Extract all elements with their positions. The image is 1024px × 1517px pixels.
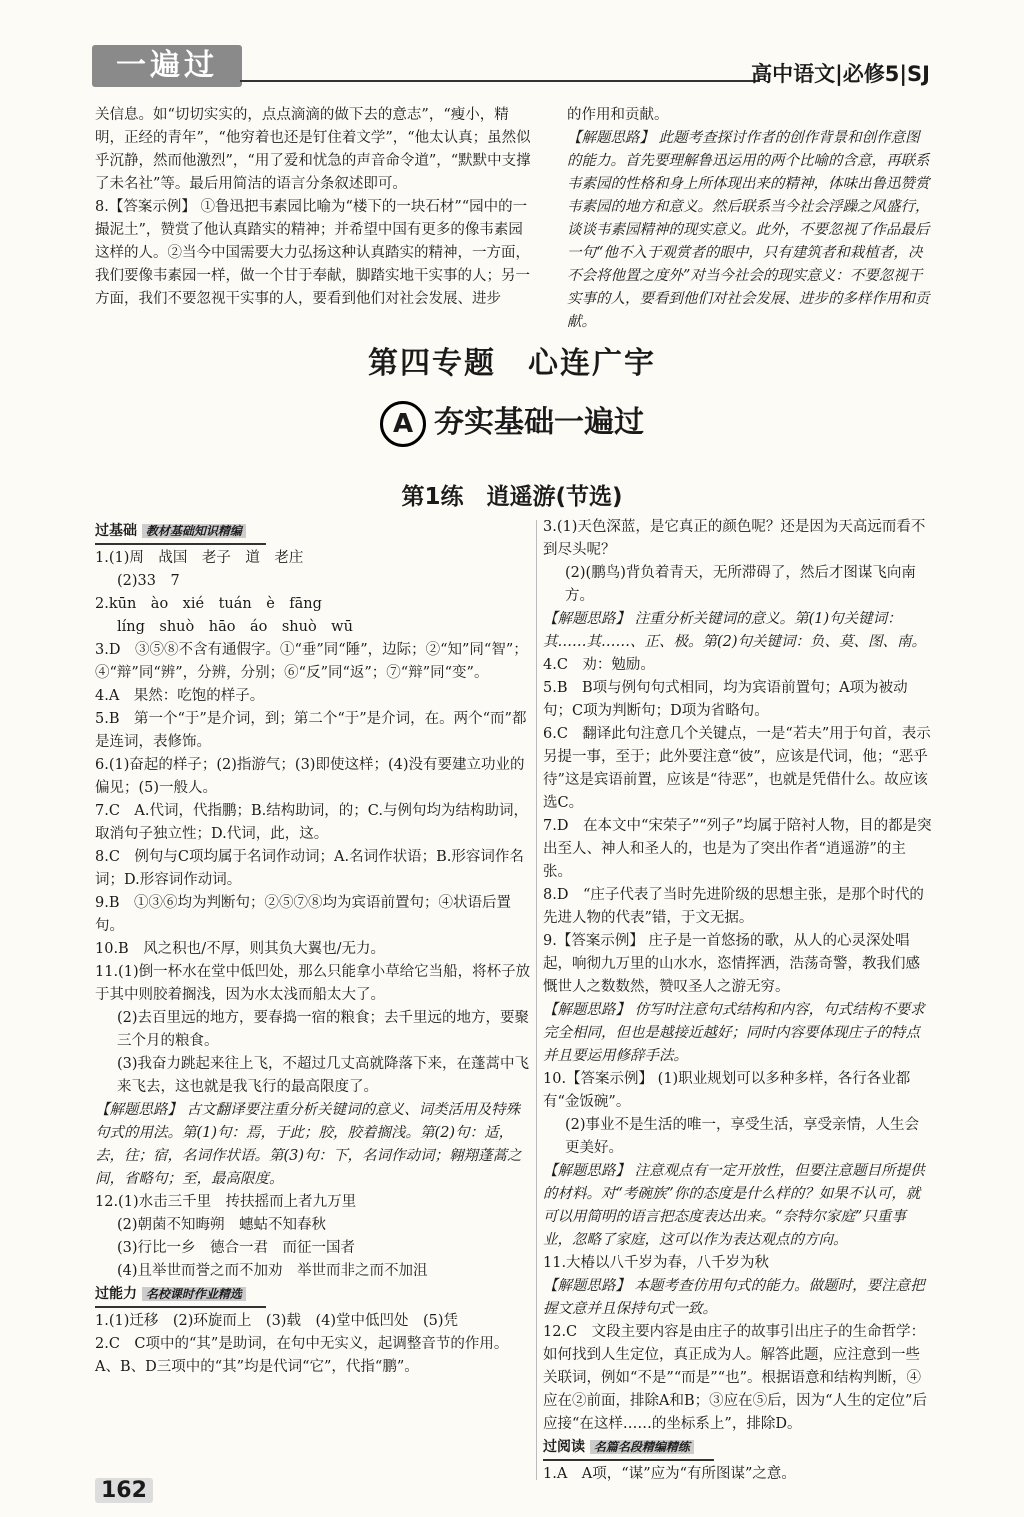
answer: (3)行比一乡 德合一君 而征一国者 <box>117 1240 356 1256</box>
subsection-basics: 过基础 教材基础知识精编 <box>95 520 266 545</box>
series-logo: 一遍过 <box>92 45 242 87</box>
answer: 1.A A项，“谋”应为“有所图谋”之意。 <box>543 1466 796 1482</box>
paragraph: 8.【答案示例】 ①鲁迅把韦素园比喻为“楼下的一块石材”“园中的一撮泥土”，赞赏了他认真踏实的精神；并希望中国有更多的像韦素园这样的人。②当今中国需要大力弘扬这种认真踏实的精神，一方面，我们要像韦素园一样，做一个甘于奉献，脚踏实地干实事的人；另一方面，我们不要忽视干实事的人，要看到他们对社会发展、进步 <box>95 199 530 307</box>
answer: 9.【答案示例】 庄子是一首悠扬的歌，从人的心灵深处唱起，响彻九万里的山水水，恣情挥洒，浩荡奇警，教我们感慨世人之数数然，赞叹圣人之游无穷。 <box>543 933 920 995</box>
top-left-column <box>95 104 535 311</box>
paragraph: 关信息。如“切切实实的，点点滴滴的做下去的意志”，“瘦小，精明，正经的青年”，“他穷着也还是钉住着文学”，“他太认真；虽然似乎沉静，然而他激烈”，“用了爱和忧急的声音命令道”，“默默中支撑了未名社”等。最后用简洁的语言分条叙述即可。 <box>95 107 531 192</box>
answer: 【解题思路】 古文翻译要注重分析关键词的意义、词类活用及特殊句式的用法。第(1)句：焉，于此；胶，胶着搁浅。第(2)句：适，去，往；宿，名词作状语。第(3)句：下，名词作动词；翱翔蓬蒿之间，省略句；至，最高限度。 <box>95 1102 522 1187</box>
answer: (2)朝菌不知晦朔 蟪蛄不知春秋 <box>117 1217 327 1233</box>
topic-title: 第四专题 心连广宇 <box>368 346 656 381</box>
answer: 6.(1)奋起的样子；(2)指游气；(3)即使这样；(4)没有要建立功业的偏见；(5)一般人。 <box>95 757 525 796</box>
answer: 7.C A.代词，代指鹏；B.结构助词，的；C.与例句均为结构助词，取消句子独立性；D.代词，此，这。 <box>95 803 528 842</box>
subsection-ability: 过能力 名校课时作业精选 <box>95 1283 266 1308</box>
answer: (3)我奋力跳起来往上飞，不超过几丈高就降落下来，在蓬蒿中飞来飞去，这也就是我飞行的最高限度了。 <box>117 1056 530 1095</box>
page-number: 162 <box>95 1478 153 1503</box>
book-title: 高中语文|必修5|SJ <box>751 62 930 86</box>
column-divider <box>536 520 537 1480</box>
answer: 8.C 例句与C项均属于名词作动词；A.名词作状语；B.形容词作名词；D.形容词作动词。 <box>95 849 524 888</box>
answer: 3.(1)天色深蓝，是它真正的颜色呢？还是因为天高远而看不到尽头呢？ <box>543 519 926 558</box>
answer: 10.【答案示例】 (1)职业规划可以多种多样，各行各业都有“金饭碗”。 <box>543 1071 911 1110</box>
answer: 1.(1)迁移 (2)环旋而上 (3)载 (4)堂中低凹处 (5)凭 <box>95 1313 459 1329</box>
answer: 5.B 第一个“于”是介词，到；第二个“于”是介词，在。两个“而”都是连词，表修饰。 <box>95 711 527 750</box>
answer: (2)事业不是生活的唯一，享受生活，享受亲情，人生会更美好。 <box>565 1117 920 1156</box>
header-rule <box>240 80 760 82</box>
answer: 12.(1)水击三千里 抟扶摇而上者九万里 <box>95 1194 357 1210</box>
section-badge: A <box>380 401 426 447</box>
answer: 4.C 劝：勉励。 <box>543 657 655 673</box>
answer: 12.C 文段主要内容是由庄子的故事引出庄子的生命哲学：如何找到人生定位，真正成为人。解答此题，应注意到一些关联词，例如“不是”“而是”“也”。根据语意和结构判断，④应在②前面，排除A和B；③应在⑤后，因为“人生的定位”后应接“在这样……的坐标系上”，排除D。 <box>543 1324 927 1432</box>
answer: 1.(1)周 战国 老子 道 老庄 <box>95 550 304 566</box>
answer: 11.(1)倒一杯水在堂中低凹处，那么只能拿小草给它当船，将杯子放于其中则胶着搁浅，因为水太浅而船太大了。 <box>95 964 531 1003</box>
answer: (2)(鹏鸟)背负着青天，无所滞碍了，然后才图谋飞向南方。 <box>565 565 916 604</box>
top-right-column <box>567 104 932 334</box>
answer: 4.A 果然：吃饱的样子。 <box>95 688 265 704</box>
answer: 【解题思路】 仿写时注意句式结构和内容，句式结构不要求完全相同，但也是越接近越好；同时内容要体现庄子的特点并且要运用修辞手法。 <box>543 1002 925 1064</box>
answer: líng shuò hāo áo shuò wū <box>117 619 353 635</box>
answer: 3.D ③⑤⑧不含有通假字。①“垂”同“陲”，边际；②“知”同“智”；④“辩”同“辨”，分辨，分别；⑥“反”同“返”；⑦“辩”同“变”。 <box>95 642 528 681</box>
answer: 【解题思路】 注重分析关键词的意义。第(1)句关键词：其……其……、正、极。第(2)句关键词：负、莫、图、南。 <box>543 611 927 650</box>
answer: (2)33 7 <box>117 573 180 589</box>
right-column <box>543 516 933 1486</box>
answer: 【解题思路】 本题考查仿用句式的能力。做题时，要注意把握文意并且保持句式一致。 <box>543 1278 925 1317</box>
paragraph: 的作用和贡献。 <box>567 107 669 123</box>
lesson-title: 第1练 逍遥游(节选) <box>401 484 623 510</box>
paragraph: 【解题思路】 此题考查探讨作者的创作背景和创作意图的能力。首先要理解鲁迅运用的两个比喻的含意，再联系韦素园的性格和身上所体现出来的精神，体味出鲁迅赞赏韦素园的地方和意义。然后联系当今社会浮躁之风盛行，谈谈韦素园精神的现实意义。此外，不要忽视了作品最后一句“他不入于观赏者的眼中，只有建筑者和栽植者，决不会将他置之度外”对当今社会的现实意义：不要忽视干实事的人，要看到他们对社会发展、进步的多样作用和贡献。 <box>567 130 930 330</box>
answer: 2.C C项中的“其”是助词，在句中无实义，起调整音节的作用。A、B、D三项中的“其”均是代词“它”，代指“鹏”。 <box>95 1336 509 1375</box>
page-header <box>0 0 1024 95</box>
answer: 9.B ①③⑥均为判断句；②⑤⑦⑧均为宾语前置句；④状语后置句。 <box>95 895 511 934</box>
section-title <box>0 397 1024 447</box>
answer: 5.B B项与例句句式相同，均为宾语前置句；A项为被动句；C项为判断句；D项为省略句。 <box>543 680 908 719</box>
answer: (2)去百里远的地方，要春捣一宿的粮食；去千里远的地方，要聚三个月的粮食。 <box>117 1010 530 1049</box>
answer: (4)且举世而誉之而不加劝 举世而非之而不加沮 <box>117 1263 428 1279</box>
answer: 10.B 风之积也/不厚，则其负大翼也/无力。 <box>95 941 385 957</box>
answer: 【解题思路】 注意观点有一定开放性，但要注意题目所提供的材料。对“考碗族”你的态度是什么样的？如果不认可，就可以用简明的语言把态度表达出来。“奈特尔家庭”只重事业，忽略了家庭，这可以作为表达观点的方向。 <box>543 1163 925 1248</box>
answer: 8.D “庄子代表了当时先进阶级的思想主张，是那个时代的先进人物的代表”错，于文无据。 <box>543 887 924 926</box>
answer: 6.C 翻译此句注意几个关键点，一是“若夫”用于句首，表示另提一事，至于；此外要注意“彼”，应该是代词，他；“恶乎待”这是宾语前置，应该是“待恶”，也就是凭借什么。故应该选C。 <box>543 726 931 811</box>
subsection-reading: 过阅读 名篇名段精编精练 <box>543 1436 714 1461</box>
left-column <box>95 520 531 1379</box>
answer: 7.D 在本文中“宋荣子”“列子”均属于陪衬人物，目的都是突出至人、神人和圣人的，也是为了突出作者“逍遥游”的主张。 <box>543 818 932 880</box>
answer: 2.kūn ào xié tuán è fāng <box>95 596 322 612</box>
answer: 11.大椿以八千岁为春，八千岁为秋 <box>543 1255 770 1271</box>
section-title-text: 夯实基础一遍过 <box>434 405 644 440</box>
